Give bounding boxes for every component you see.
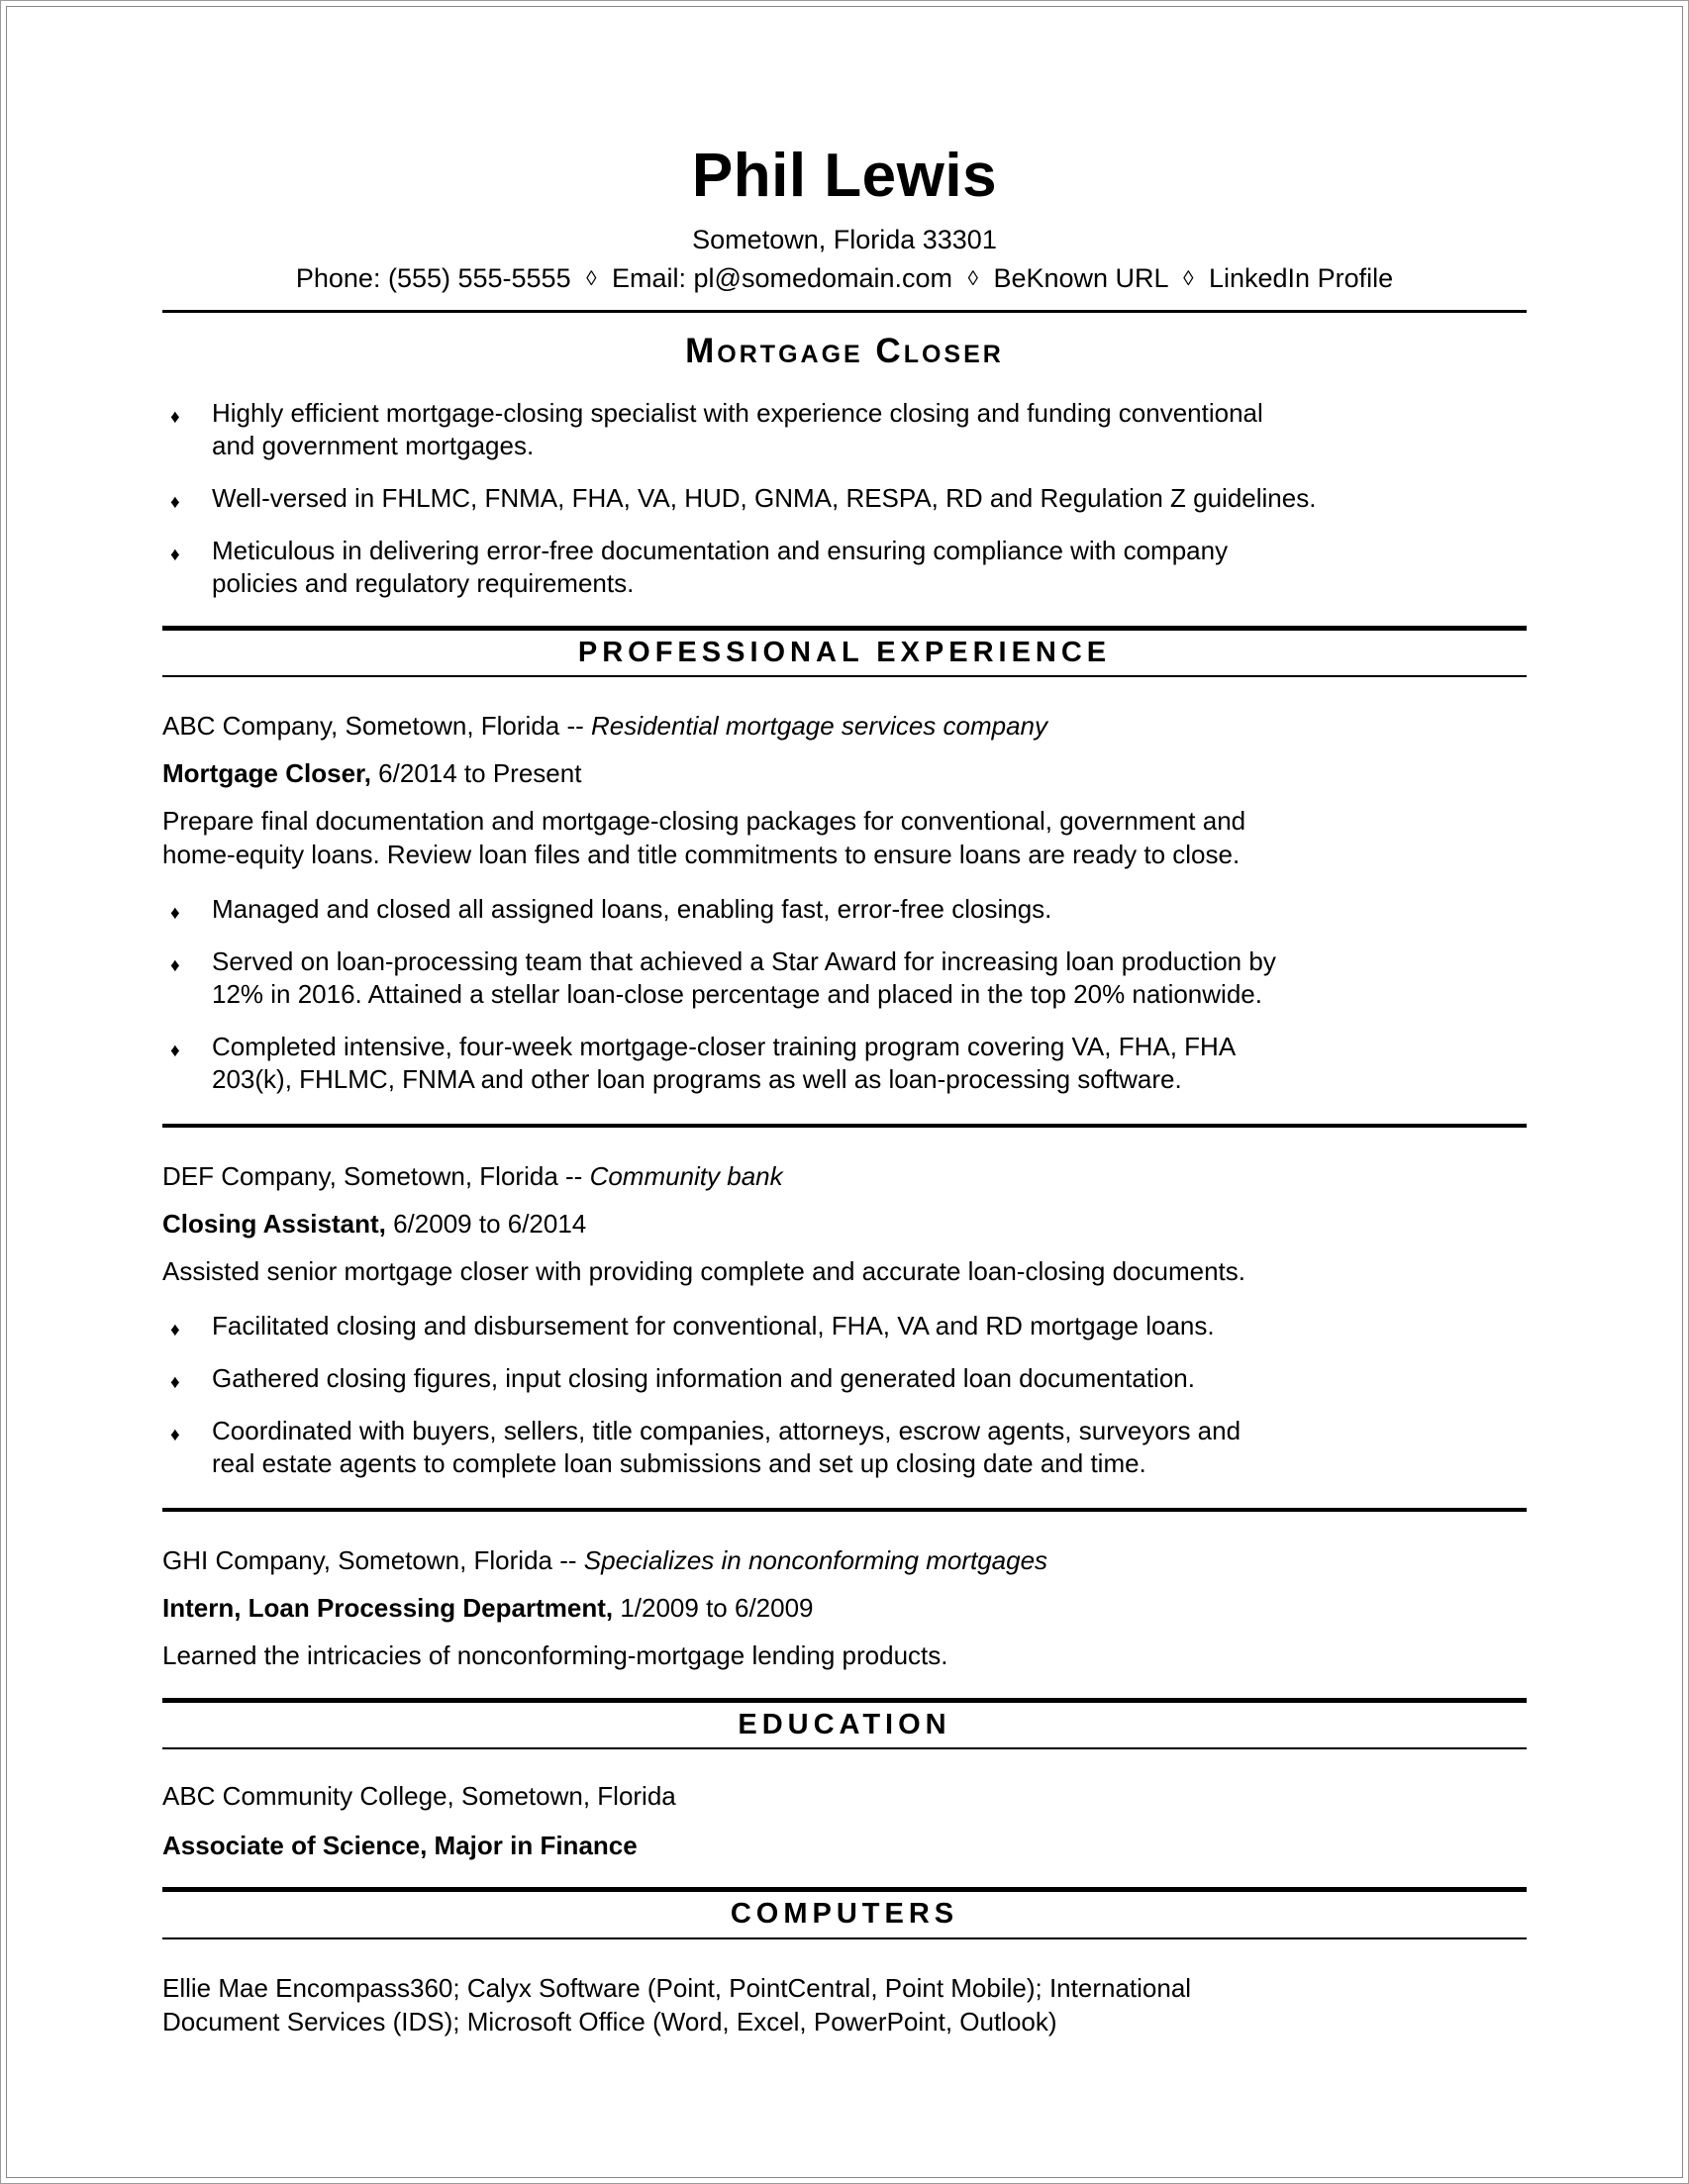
job-bullet [162,893,1527,926]
job-bullet [162,1415,1527,1480]
job-bullet-text: Facilitated closing and disbursement for conventional, FHA, VA and RD mortgage loans. [212,1310,1215,1340]
diamond-separator-icon: ◊ [967,267,978,290]
job-bullet-list [162,893,1527,1096]
job-role-line [162,1593,1527,1624]
beknown-url-text: BeKnown URL [993,263,1168,293]
section-rule-thick [162,1887,1527,1892]
job-bullet-text: Served on loan-processing team that achieved a Star Award for increasing loan production by 12% in 2016. Attained a stellar loan-close percentage and placed in the top 20% nationwide. [212,945,1276,1009]
resume-content [162,1,1527,2038]
diamond-separator-icon: ◊ [586,267,597,290]
section-heading-computers [162,1887,1527,1938]
job-bullet [162,1310,1527,1342]
education-degree: Associate of Science, Major in Finance [162,1831,638,1861]
job-entry-def-company [162,1161,1527,1480]
job-role: Intern, Loan Processing Department, [162,1592,614,1623]
job-divider [162,1508,1527,1512]
bullet-diamond-icon: ♦ [170,954,180,976]
bullet-diamond-icon: ♦ [170,1371,180,1393]
job-bullet-text: Gathered closing figures, input closing information and generated loan documentation. [212,1362,1195,1393]
section-heading-professional-experience [162,626,1527,677]
job-bullet-list [162,1310,1527,1480]
job-entry-ghi-company [162,1545,1527,1672]
job-bullet-text: Completed intensive, four-week mortgage-closer training program covering VA, FHA, FHA 203(k), FHLMC, FNMA and other loan programs as well as loan-processing software. [212,1031,1237,1094]
bullet-diamond-icon: ♦ [170,406,180,428]
resume-title: Mortgage Closer [685,332,1004,370]
job-bullet [162,1362,1527,1395]
candidate-name: Phil Lewis [691,142,998,210]
job-dates: 6/2014 to Present [378,757,582,788]
diamond-separator-icon: ◊ [1183,267,1194,290]
summary-bullet-text: Well-versed in FHLMC, FNMA, FHA, VA, HUD, GNMA, RESPA, RD and Regulation Z guidelines. [212,482,1317,513]
summary-bullet-text: Meticulous in delivering error-free documentation and ensuring compliance with company policies and regulatory requirements. [212,535,1229,598]
section-rule-thick [162,626,1527,631]
bullet-diamond-icon: ♦ [170,544,180,565]
job-company: ABC Company, Sometown, Florida -- [162,710,584,741]
bullet-diamond-icon: ♦ [170,491,180,513]
job-summary: Assisted senior mortgage closer with providing complete and accurate loan-closing documents. [162,1255,1246,1286]
bullet-diamond-icon: ♦ [170,902,180,924]
job-bullet [162,945,1527,1011]
job-dates: 6/2009 to 6/2014 [393,1208,587,1239]
job-bullet [162,1031,1527,1096]
job-descriptor: Specializes in nonconforming mortgages [583,1544,1048,1575]
job-role-line [162,1209,1527,1240]
section-heading-education [162,1698,1527,1749]
section-rule-thin [162,1747,1527,1749]
candidate-location: Sometown, Florida 33301 [692,225,997,254]
job-company: DEF Company, Sometown, Florida -- [162,1160,583,1191]
job-bullet-text: Coordinated with buyers, sellers, title companies, attorneys, escrow agents, surveyors and real estate agents to complete loan submissions and set up closing date and time. [212,1415,1242,1478]
section-title: PROFESSIONAL EXPERIENCE [577,636,1112,668]
section-title: COMPUTERS [730,1898,959,1931]
job-summary: Learned the intricacies of nonconforming-mortgage lending products. [162,1639,948,1670]
job-divider [162,1124,1527,1128]
computers-text: Ellie Mae Encompass360; Calyx Software (Point, PointCentral, Point Mobile); International Document Services (IDS); Microsoft Office (Word, Excel, PowerPoint, Outlook) [162,1972,1192,2036]
education-school: ABC Community College, Sometown, Florida [162,1781,676,1812]
section-rule-thin [162,675,1527,677]
job-dates: 1/2009 to 6/2009 [620,1592,814,1623]
email-text: Email: pl@somedomain.com [612,263,953,293]
bullet-diamond-icon: ♦ [170,1424,180,1445]
contact-line [162,263,1527,294]
job-role-line [162,758,1527,789]
job-company-line [162,711,1527,742]
summary-bullet-text: Highly efficient mortgage-closing specialist with experience closing and funding conventional and government mortgages. [212,397,1263,460]
bullet-diamond-icon: ♦ [170,1319,180,1340]
phone-text: Phone: (555) 555-5555 [295,263,571,293]
job-company-line [162,1545,1527,1576]
header-rule [162,310,1527,313]
section-rule-thick [162,1698,1527,1703]
job-company: GHI Company, Sometown, Florida -- [162,1544,577,1575]
bullet-diamond-icon: ♦ [170,1040,180,1061]
job-role: Closing Assistant, [162,1208,386,1239]
job-entry-abc-company [162,711,1527,1096]
summary-list [162,397,1527,600]
job-company-line [162,1161,1527,1192]
summary-bullet [162,535,1527,600]
job-role: Mortgage Closer, [162,757,371,788]
summary-bullet [162,482,1527,515]
job-bullet-text: Managed and closed all assigned loans, enabling fast, error-free closings. [212,893,1052,924]
linkedin-profile-text: LinkedIn Profile [1208,263,1394,293]
job-summary: Prepare final documentation and mortgage-closing packages for conventional, government and home-equity loans. Review loan files and title commitments to ensure loans are ready to close. [162,805,1246,869]
section-title: EDUCATION [738,1708,951,1740]
section-rule-thin [162,1937,1527,1939]
job-descriptor: Community bank [589,1160,783,1191]
summary-bullet [162,397,1527,462]
job-descriptor: Residential mortgage services company [591,710,1048,741]
